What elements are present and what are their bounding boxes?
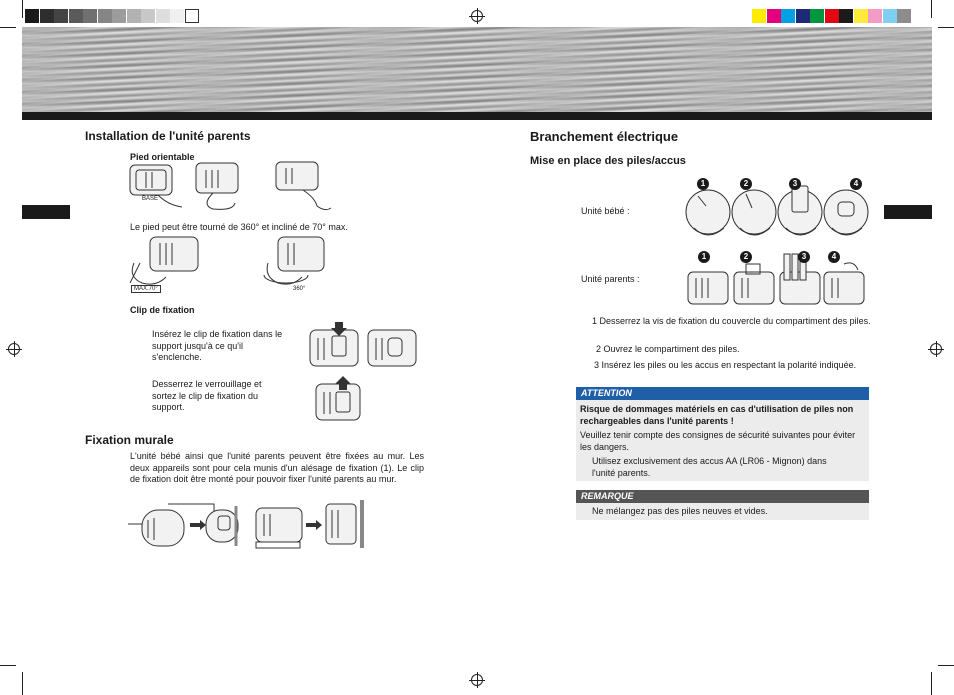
installation-title: Installation de l'unité parents xyxy=(85,129,251,143)
wall-mount-illustration xyxy=(128,496,368,548)
step-3-text: 3 Insérez les piles ou les accus en respectant la polarité indiquée. xyxy=(594,360,857,370)
attention-bold-text: Risque de dommages matériels en cas d'utilisation de piles non rechargeables dans l'unité parents ! xyxy=(580,404,854,426)
crop-mark xyxy=(0,27,16,28)
fixation-murale-title: Fixation murale xyxy=(85,433,174,447)
remarque-box xyxy=(576,503,869,520)
registration-mark-left xyxy=(8,343,20,355)
cmyk-swatch xyxy=(810,9,824,23)
parent-unit-battery-steps xyxy=(684,250,874,308)
crop-mark xyxy=(938,27,954,28)
piles-subtitle: Mise en place des piles/accus xyxy=(530,155,686,167)
base-label: BASE xyxy=(142,196,159,202)
step-number-badge: 2 xyxy=(740,178,752,190)
crop-mark xyxy=(938,665,954,666)
cmyk-swatch xyxy=(868,9,882,23)
baby-unit-battery-steps xyxy=(684,176,874,244)
right-page-tab xyxy=(884,205,932,219)
step-number-badge: 3 xyxy=(789,178,801,190)
grey-swatch xyxy=(112,9,126,23)
attention-bullet: Utilisez exclusivement des accus AA (LR06 - Mignon) dans l'unité parents. xyxy=(592,456,827,478)
cmyk-swatch xyxy=(767,9,781,23)
registration-mark-bottom xyxy=(471,674,483,686)
remarque-bullet: Ne mélangez pas des piles neuves et vides. xyxy=(592,506,768,516)
rotation-illustrations xyxy=(128,233,323,293)
cmyk-swatch xyxy=(854,9,868,23)
attention-box xyxy=(576,400,869,481)
header-rule xyxy=(22,112,932,120)
branchement-title: Branchement électrique xyxy=(530,129,679,144)
grey-swatch xyxy=(170,9,184,23)
grey-swatch xyxy=(69,9,83,23)
cmyk-swatch xyxy=(825,9,839,23)
registration-mark-right xyxy=(930,343,942,355)
attention-header: ATTENTION xyxy=(576,387,869,400)
pied-illustrations xyxy=(128,160,338,215)
clip-remove-illustration xyxy=(314,372,364,422)
cmyk-swatch xyxy=(839,9,853,23)
grey-swatch xyxy=(83,9,97,23)
grey-swatch xyxy=(141,9,155,23)
crop-mark xyxy=(0,665,16,666)
pied-text: Le pied peut être tourné de 360° et incliné de 70° max. xyxy=(130,222,348,232)
clip-heading: Clip de fixation xyxy=(130,305,195,315)
grey-swatch xyxy=(185,9,199,23)
pied-heading: Pied orientable xyxy=(130,152,195,162)
step-number-badge: 4 xyxy=(850,178,862,190)
grey-swatch xyxy=(40,9,54,23)
cmyk-swatch xyxy=(796,9,810,23)
attention-text: Veuillez tenir compte des consignes de sécurité suivantes pour éviter les dangers. xyxy=(580,430,856,452)
registration-mark-top xyxy=(471,10,483,22)
cmyk-swatch xyxy=(781,9,795,23)
crop-mark xyxy=(931,672,932,695)
left-page-tab xyxy=(22,205,70,219)
cmyk-swatch xyxy=(883,9,897,23)
step-number-badge: 3 xyxy=(798,251,810,263)
unit-bebe-label: Unité bébé : xyxy=(581,206,630,216)
grey-swatch xyxy=(156,9,170,23)
rotation-label: 360° xyxy=(293,286,306,292)
step-1-text: 1 Desserrez la vis de fixation du couvercle du compartiment des piles. xyxy=(592,316,871,326)
clip-insert-illustration xyxy=(308,322,418,370)
clip-text-remove: Desserrez le verrouillage et sortez le clip de fixation du support. xyxy=(152,379,262,412)
max-angle-label: MAX.70° xyxy=(131,285,161,293)
unit-parents-label: Unité parents : xyxy=(581,274,640,284)
clip-text-insert: Insérez le clip de fixation dans le support jusqu'à ce qu'il s'enclenche. xyxy=(152,329,283,362)
grey-swatch xyxy=(127,9,141,23)
cmyk-swatch xyxy=(752,9,766,23)
crop-mark xyxy=(22,0,23,18)
grey-swatch xyxy=(98,9,112,23)
fixation-murale-text: L'unité bébé ainsi que l'unité parents peuvent être fixées au mur. Les deux appareils sont pour cela munis d'un alésage de fixation (1). Le clip de fixation doit être monté pour pouvoir fixer l'unité parents au mur. xyxy=(130,451,424,484)
grey-swatch xyxy=(25,9,39,23)
step-number-badge: 1 xyxy=(698,251,710,263)
grey-swatch xyxy=(54,9,68,23)
cmyk-swatch xyxy=(897,9,911,23)
step-number-badge: 1 xyxy=(697,178,709,190)
step-2-text: 2 Ouvrez le compartiment des piles. xyxy=(596,344,740,354)
remarque-header: REMARQUE xyxy=(576,490,869,503)
step-number-badge: 2 xyxy=(740,251,752,263)
step-number-badge: 4 xyxy=(828,251,840,263)
crop-mark xyxy=(931,0,932,18)
brushed-metal-header xyxy=(22,27,932,112)
crop-mark xyxy=(22,672,23,695)
